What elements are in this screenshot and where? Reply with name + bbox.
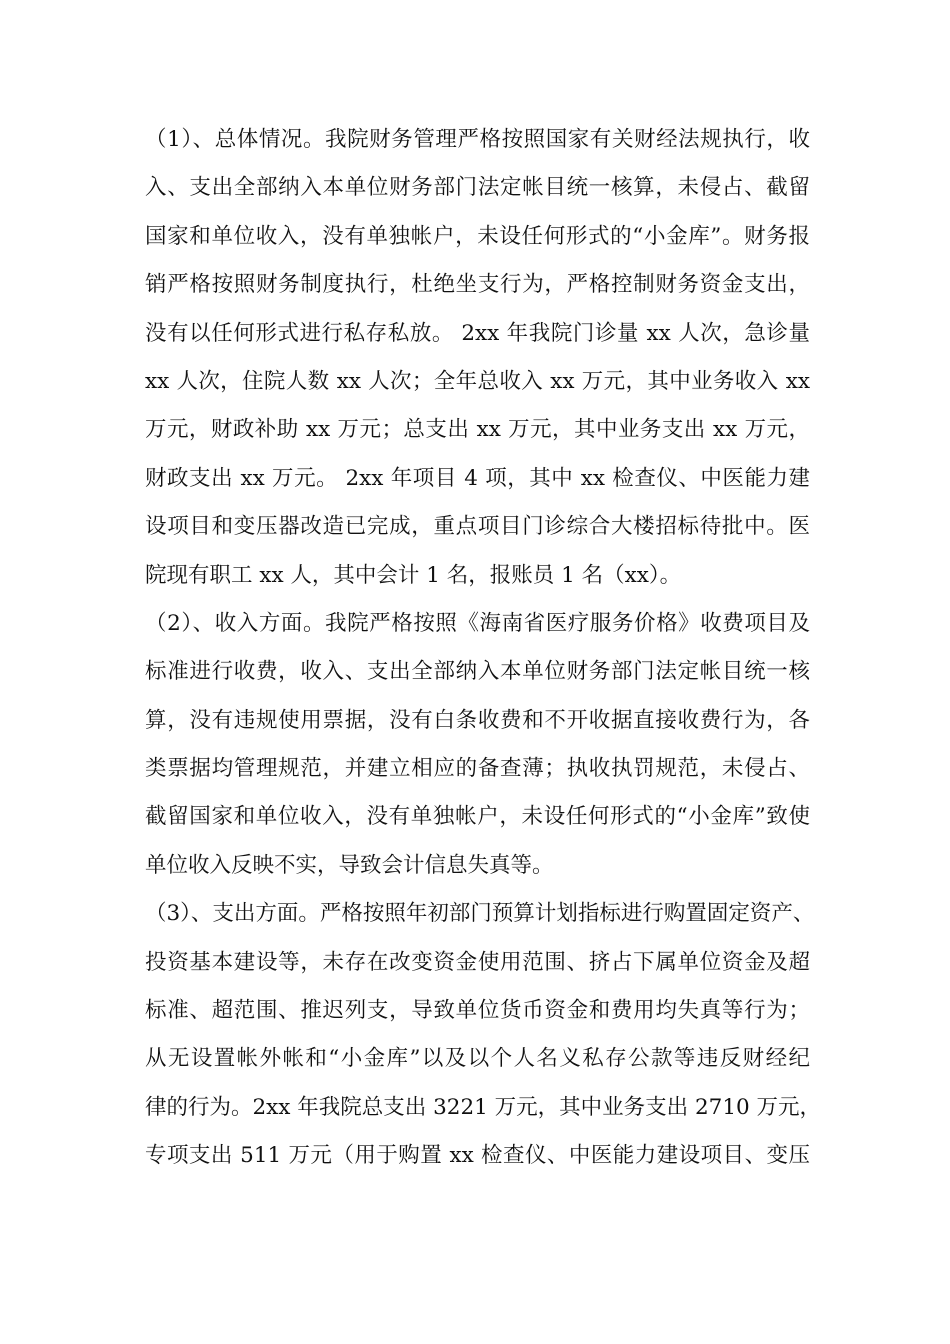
text-line: 万元，财政补助 xx 万元；总支出 xx 万元，其中业务支出 xx 万元， [145,417,810,443]
text-line: 算，没有违规使用票据，没有白条收费和不开收据直接收费行为，各 [145,707,810,733]
text-line: 标准、超范围、推迟列支，导致单位货币资金和费用均失真等行为； [145,998,810,1024]
text-line: 投资基本建设等，未存在改变资金使用范围、挤占下属单位资金及超 [145,949,810,975]
text-line: 从无设置帐外帐和“小金库”以及以个人名义私存公款等违反财经纪 [145,1046,810,1072]
paragraph-expenditure [145,890,822,1180]
paragraph-income [145,600,810,890]
text-line: 单位收入反映不实，导致会计信息失真等。 [145,852,554,878]
document-body [145,116,822,1181]
text-line: （2）、收入方面。我院严格按照《海南省医疗服务价格》收费项目及 [145,610,810,636]
text-line: （1）、总体情况。我院财务管理严格按照国家有关财经法规执行，收 [145,127,810,152]
text-line: xx 人次，住院人数 xx 人次；全年总收入 xx 万元，其中业务收入 xx [145,368,810,394]
text-line: 国家和单位收入，没有单独帐户，未设任何形式的“小金库”。财务报 [145,223,810,249]
text-line: 销严格按照财务制度执行，杜绝坐支行为，严格控制财务资金支出， [145,272,810,298]
text-line: 标准进行收费，收入、支出全部纳入本单位财务部门法定帐目统一核 [145,659,810,685]
paragraph-overall [145,116,810,600]
text-line: 入、支出全部纳入本单位财务部门法定帐目统一核算，未侵占、截留 [145,175,810,201]
text-line: 院现有职工 xx 人，其中会计 1 名，报账员 1 名（xx）。 [145,562,682,588]
text-line: 类票据均管理规范，并建立相应的备查薄；执收执罚规范，未侵占、 [145,756,810,782]
text-line: 律的行为。2xx 年我院总支出 3221 万元，其中业务支出 2710 万元， [145,1094,822,1120]
text-line: 设项目和变压器改造已完成，重点项目门诊综合大楼招标待批中。医 [145,514,810,540]
text-line: 截留国家和单位收入，没有单独帐户，未设任何形式的“小金库”致使 [145,804,810,830]
text-line: （3）、支出方面。严格按照年初部门预算计划指标进行购置固定资产、 [145,901,815,927]
text-line: 财政支出 xx 万元。 2xx 年项目 4 项，其中 xx 检查仪、中医能力建 [145,465,810,491]
text-line: 没有以任何形式进行私存私放。 2xx 年我院门诊量 xx 人次，急诊量 [145,320,810,346]
text-line: 专项支出 511 万元（用于购置 xx 检查仪、中医能力建设项目、变压 [145,1143,810,1169]
